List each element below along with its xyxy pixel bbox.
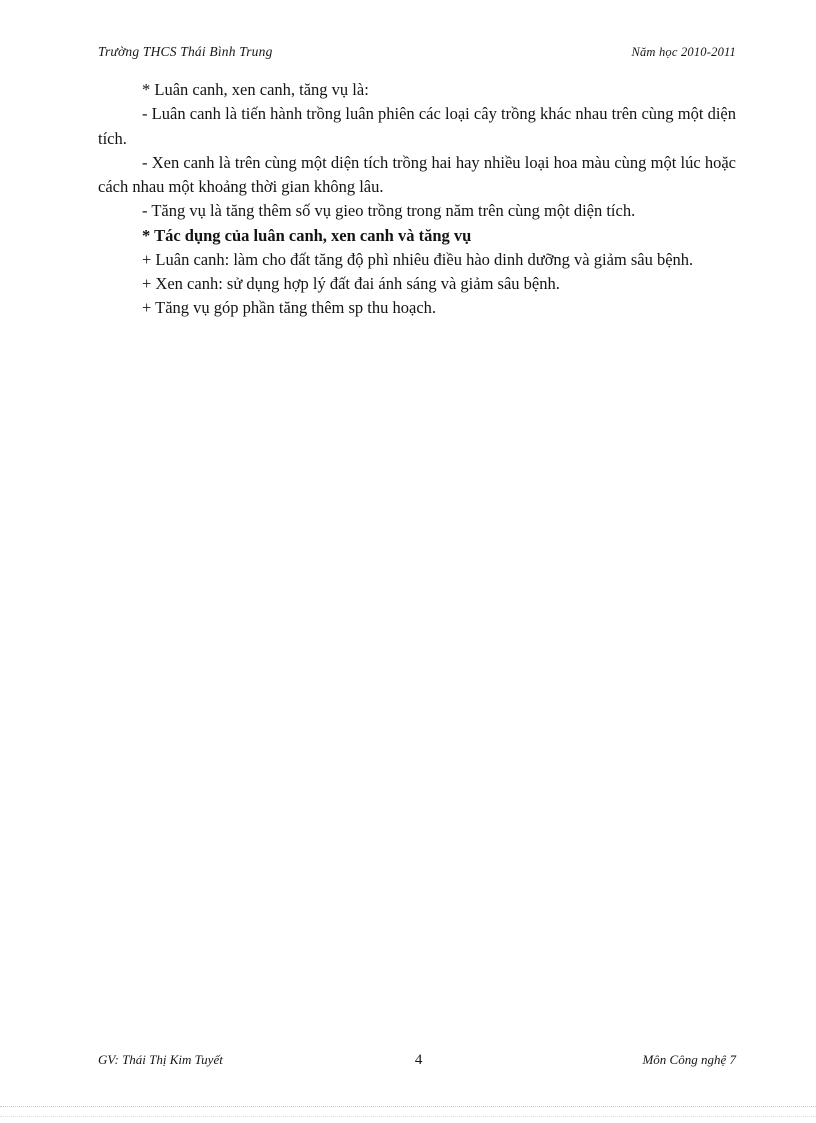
paragraph-5: + Luân canh: làm cho đất tăng độ phì nhiêu điều hào dinh dưỡng và giảm sâu bệnh. [142, 249, 694, 269]
paragraph-heading-tac-dung: * Tác dụng của luân canh, xen canh và tăng vụ [142, 225, 472, 245]
paragraph-1: * Luân canh, xen canh, tăng vụ là: [142, 80, 369, 99]
paragraph-4: - Tăng vụ là tăng thêm số vụ gieo trồng trong năm trên cùng một diện tích. [142, 201, 636, 221]
footer-page-number: 4 [414, 1052, 423, 1068]
body-text [98, 78, 736, 321]
paragraph-3: - Xen canh là trên cùng một diện tích trồng hai hay nhiều loại hoa màu cùng một lúc hoặc cách nhau một khoảng thời gian không lâu. [98, 152, 736, 196]
paragraph-7: + Tăng vụ góp phần tăng thêm sp thu hoạch. [142, 298, 437, 318]
scan-edge-line-secondary [0, 1116, 816, 1118]
footer-subject: Môn Công nghệ 7 [642, 1052, 736, 1067]
header-school-year: Năm học 2010-2011 [631, 45, 736, 59]
paragraph-2: - Luân canh là tiến hành trồng luân phiên các loại cây trồng khác nhau trên cùng một diện tích. [98, 104, 736, 148]
scan-edge-line [0, 1106, 816, 1109]
page-content [98, 44, 736, 321]
footer-teacher-name: GV: Thái Thị Kim Tuyết [98, 1052, 223, 1067]
paragraph-6: + Xen canh: sử dụng hợp lý đất đai ánh sáng và giảm sâu bệnh. [142, 274, 560, 293]
header-school-name: Trường THCS Thái Bình Trung [98, 44, 273, 59]
running-header [98, 44, 736, 60]
page-footer [98, 1052, 736, 1069]
